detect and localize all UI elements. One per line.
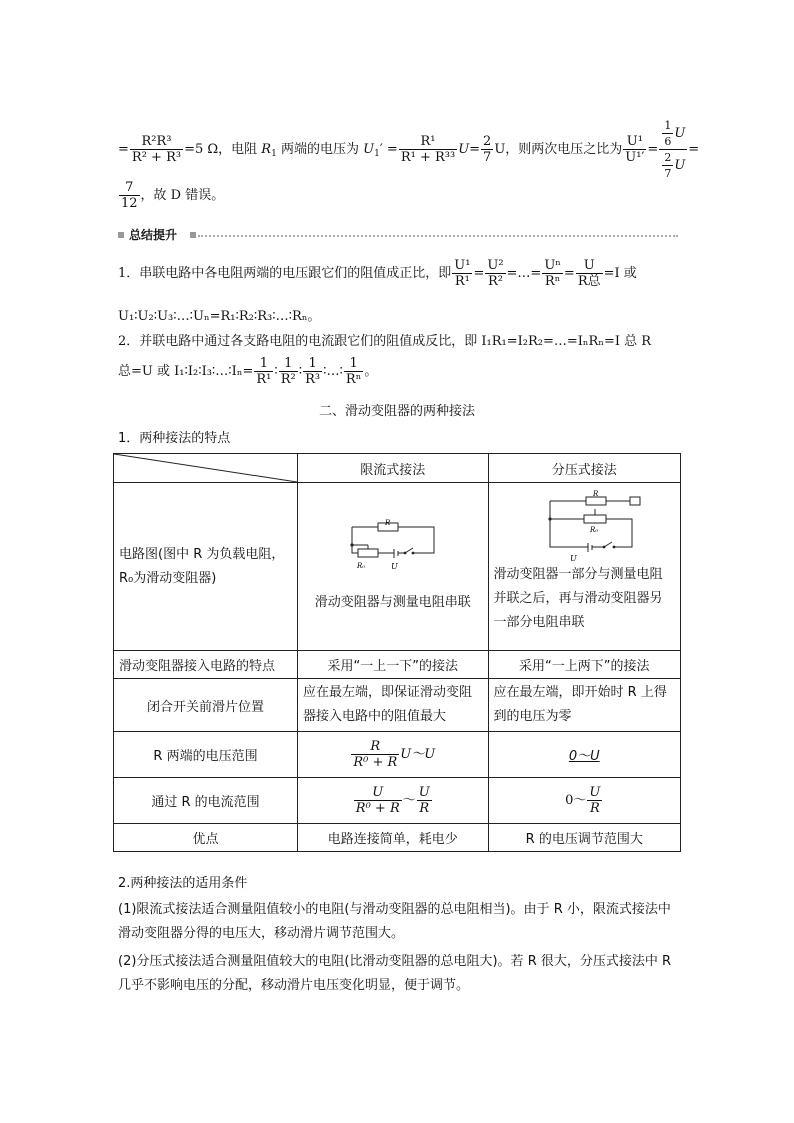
row-label-current-range: 通过 R 的电流范围 [114, 778, 298, 824]
top-equation-line: = $\frac{\text{R²R³}}{\text{R² + R³}}$ =5 Ω，电阻 $R_1$ 两端的电压为 $U_1'$ = $\frac{\text{R¹}}{\text{R¹ + R³³}}$ U= $\frac{2}{7}$ U，则两次电压之比为 $\frac{\text{U¹}}{\text{U¹′}}$ = $\frac{1}{6}$ U $\frac{2}{7}$ U = [118, 119, 700, 180]
cell-advantage-divider: R 的电压调节范围大 [488, 824, 680, 852]
circuit-r0-label: R₀ [589, 526, 598, 534]
cell-feature-limiting: 采用“一上一下”的接法 [298, 651, 489, 679]
header-voltage-divider: 分压式接法 [488, 454, 680, 483]
row-label-position: 闭合开关前滑片位置 [114, 679, 298, 732]
circuit-u-label: U [390, 562, 398, 571]
voltage-text: 两端的电压为 [280, 142, 359, 157]
cell-voltage-range-divider [488, 732, 680, 778]
voltage-range-divider-value: 0～U [568, 749, 600, 764]
summary-heading [118, 228, 678, 242]
header-current-limiting: 限流式接法 [298, 454, 489, 483]
cell-position-limiting: 应在最左端，即保证滑动变阻器接入电路中的阻值最大 [298, 679, 489, 732]
table-row [114, 824, 681, 852]
circuit-limiting-caption: 滑动变阻器与测量电阻串联 [314, 595, 471, 610]
table-row [114, 732, 681, 778]
eq-sign: = [118, 142, 129, 157]
table-row [114, 483, 681, 651]
conditions-paragraph-2: (2)分压式接法适合测量阻值较大的电阻(比滑动变阻器的总电阻大)。若 R 很大，分压式接法中 R 几乎不影响电压的分配，移动滑片电压变化明显，便于调节。 [118, 954, 672, 993]
circuit-u-label: U [569, 554, 577, 563]
cell-feature-divider: 采用“一上两下”的接法 [488, 651, 680, 679]
summary-item-2: 2．并联电路中通过各支路电阻的电流跟它们的阻值成反比，即 I₁R₁=I₂R₂=…=IₙRₙ=I 总 R [118, 334, 652, 349]
diagonal-line [114, 454, 297, 482]
fraction-seven-twelfths: $\frac{7}{12}$ [121, 180, 138, 211]
heading-square-icon [118, 232, 124, 238]
summary-item-2-line2: 总=U 或 I₁∶I₂∶I₃∶…∶Iₙ= $\frac{1}{\text{R¹}}$ ∶ $\frac{1}{\text{R²}}$ ∶ $\frac{1}{\text{R³}}$ ∶…∶ $\frac{1}{\text{Rⁿ}}$ 。 [118, 356, 378, 387]
row-label-voltage-range: R 两端的电压范围 [114, 732, 298, 778]
row-label-circuit: 电路图(图中 R 为负载电阻，R₀为滑动变阻器) [114, 483, 298, 651]
cell-voltage-range-limiting: $\frac{R}{\text{R⁰ + R}}$ U～U [298, 732, 489, 778]
fraction-r1-ratio: $\frac{\text{R¹}}{\text{R¹ + R³³}}$ [400, 134, 456, 165]
fraction-parallel-resistance: $\frac{\text{R²R³}}{\text{R² + R³}}$ [131, 134, 182, 165]
heading-square-icon [190, 232, 196, 238]
comparison-table [113, 453, 681, 852]
table-row [114, 651, 681, 679]
compound-fraction: $\frac{1}{6}$ U $\frac{2}{7}$ U [659, 118, 687, 181]
table-header-row [114, 454, 681, 483]
circuit-r-label: R [592, 490, 598, 498]
limiting-circuit-diagram [338, 517, 448, 577]
conditions-paragraph-1: (1)限流式接法适合测量阻值较小的电阻(与滑动变阻器的总电阻相当)。由于 R 小，限流式接法中滑动变阻器分得的电压大，移动滑片调节范围大。 [118, 902, 671, 941]
conclusion-text: ，故 D 错误。 [140, 188, 225, 203]
ohm-text: =5 Ω，电阻 [184, 142, 258, 157]
circuit-r-label: R [384, 519, 391, 527]
circuit-r0-label: R₀ [356, 562, 365, 570]
r1-label: R [261, 142, 272, 157]
cell-current-range-divider: 0～ $\frac{U}{R}$ [488, 778, 680, 824]
table-row [114, 778, 681, 824]
row-label-advantage: 优点 [114, 824, 298, 852]
fraction-two-sevenths: $\frac{2}{7}$ [483, 134, 492, 165]
heading-rule [198, 235, 678, 237]
subsection-title: 1．两种接法的特点 [118, 431, 231, 446]
summary-item-1: 1．串联电路中各电阻两端的电压跟它们的阻值成正比，即 $\frac{\text{U¹}}{\text{R¹}}$ = $\frac{\text{U²}}{\text{R²}}$ =…= $\frac{\text{Uⁿ}}{\text{Rⁿ}}$ = $\frac{U}{\text{R总}}$ =I 或 [118, 258, 637, 289]
summary-heading-label: 总结提升 [129, 228, 178, 242]
cell-position-divider: 应在最左端，即开始时 R 上得到的电压为零 [488, 679, 680, 732]
fraction-voltage-ratio: $\frac{\text{U¹}}{\text{U¹′}}$ [625, 134, 645, 165]
summary-item-1-line2: U₁∶U₂∶U₃∶…∶Uₙ=R₁∶R₂∶R₃∶…∶Rₙ。 [118, 309, 321, 324]
cell-circuit-divider [488, 483, 680, 651]
divider-circuit-diagram [540, 485, 650, 563]
table-row [114, 679, 681, 732]
ratio-text: U，则两次电压之比为 [494, 142, 623, 157]
row-label-feature: 滑动变阻器接入电路的特点 [114, 651, 298, 679]
section-title: 二、滑动变阻器的两种接法 [318, 404, 475, 419]
cell-circuit-limiting [298, 483, 489, 651]
diagonal-header-cell [114, 454, 298, 483]
cell-advantage-limiting: 电路连接简单，耗电少 [298, 824, 489, 852]
circuit-divider-caption: 滑动变阻器一部分与测量电阻并联之后，再与滑动变阻器另一部分电阻串联 [493, 567, 663, 630]
conditions-title: 2.两种接法的适用条件 [118, 876, 248, 891]
top-conclusion-line [118, 180, 224, 211]
cell-current-range-limiting: $\frac{U}{\text{R⁰ + R}}$ ～ $\frac{U}{R}$ [298, 778, 489, 824]
